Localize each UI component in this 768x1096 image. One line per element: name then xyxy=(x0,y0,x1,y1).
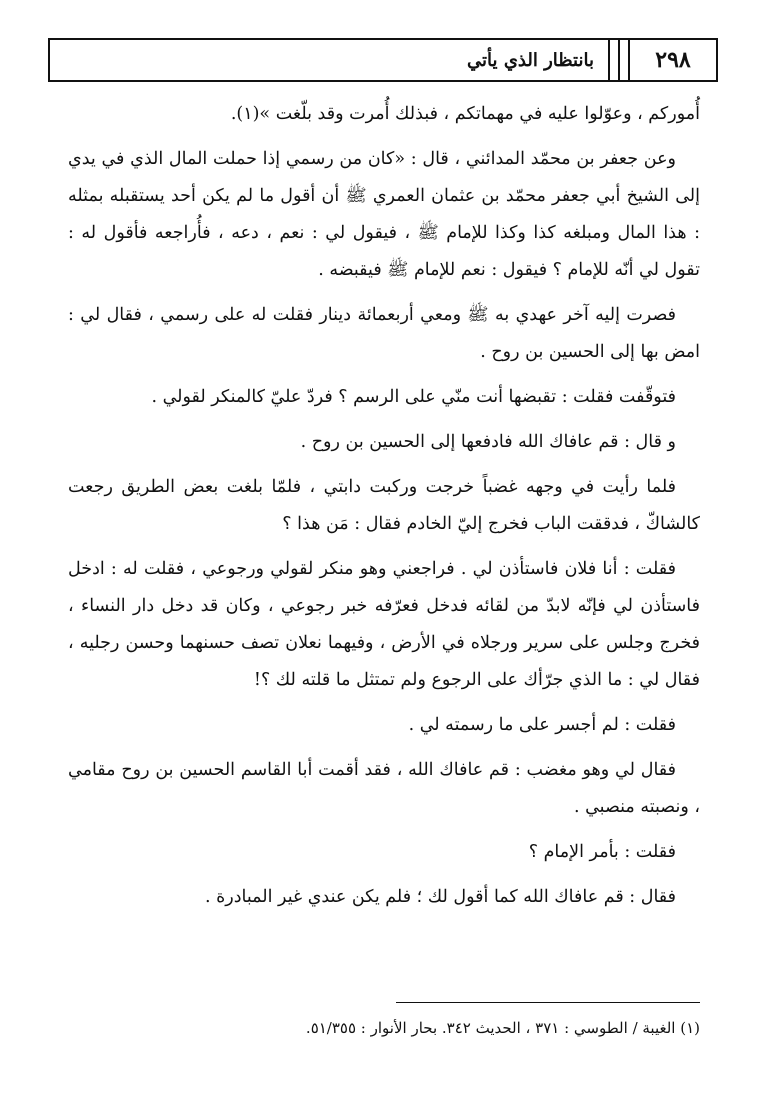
paragraph: فقال لي وهو مغضب : قم عافاك الله ، فقد أقمت أبا القاسم الحسين بن روح مقامي ، ونصبته منصبي . xyxy=(68,760,700,817)
header-divider xyxy=(608,40,618,80)
paragraph: و قال : قم عافاك الله فادفعها إلى الحسين بن روح . xyxy=(300,432,676,452)
page-number: ٢٩٨ xyxy=(628,40,716,80)
paragraph: وعن جعفر بن محمّد المدائني ، قال : «كان من رسمي إذا حملت المال الذي في يدي إلى الشيخ أبي جعفر محمّد بن عثمان العمري ﷺ أن أقول ما لم يكن أحد يستقبله بمثله : هذا المال ومبلغه كذا وكذا للإمام ﷺ ، فيقول لي : نعم ، دعه ، فأُراجعه فأقول له : تقول لي أنّه للإمام ؟ فيقول : نعم للإمام ﷺ فيقبضه . xyxy=(68,149,700,280)
paragraph: فقلت : لم أجسر على ما رسمته لي . xyxy=(408,715,676,735)
paragraph: فقلت : أنا فلان فاستأذن لي . فراجعني وهو منكر لقولي ورجوعي ، فقلت له : ادخل فاستأذن لي فإنّه لابدّ من لقائه فدخل فعرّفه خبر رجوعي ، وكان قد دخل دار النساء ، فخرج وجلس على سرير ورجلاه في الأرض ، وفيهما نعلان تصف حسنهما وحسن رجليه ، فقال لي : ما الذي جرّأك على الرجوع ولم تمتثل ما قلته لك ؟! xyxy=(68,559,700,690)
paragraph: فقلت : بأمر الإمام ؟ xyxy=(528,842,676,862)
paragraph: أُموركم ، وعوّلوا عليه في مهماتكم ، فبذلك أُمرت وقد بلّغت »(١). xyxy=(230,104,700,124)
paragraph: فصرت إليه آخر عهدي به ﷺ ومعي أربعمائة دينار فقلت له على رسمي ، فقال لي : امض بها إلى الحسين بن روح . xyxy=(68,305,700,362)
header-divider xyxy=(618,40,628,80)
paragraph: فتوقّفت فقلت : تقبضها أنت منّي على الرسم ؟ فردّ عليّ كالمنكر لقولي . xyxy=(151,387,676,407)
running-title: بانتظار الذي يأتي xyxy=(467,49,594,71)
footnote: (١) الغيبة / الطوسي : ٣٧١ ، الحديث ٣٤٢. بحار الأنوار : ٥١/٣٥٥. xyxy=(305,1019,700,1037)
paragraph: فلما رأيت في وجهه غضباً خرجت وركبت دابتي ، فلمّا بلغت بعض الطريق رجعت كالشاكّ ، فدققت الباب فخرج إليّ الخادم فقال : مَن هذا ؟ xyxy=(68,477,700,534)
footnote-rule xyxy=(396,1002,700,1003)
page-header xyxy=(48,38,718,82)
main-text xyxy=(68,96,700,924)
paragraph: فقال : قم عافاك الله كما أقول لك ؛ فلم يكن عندي غير المبادرة . xyxy=(205,887,676,907)
